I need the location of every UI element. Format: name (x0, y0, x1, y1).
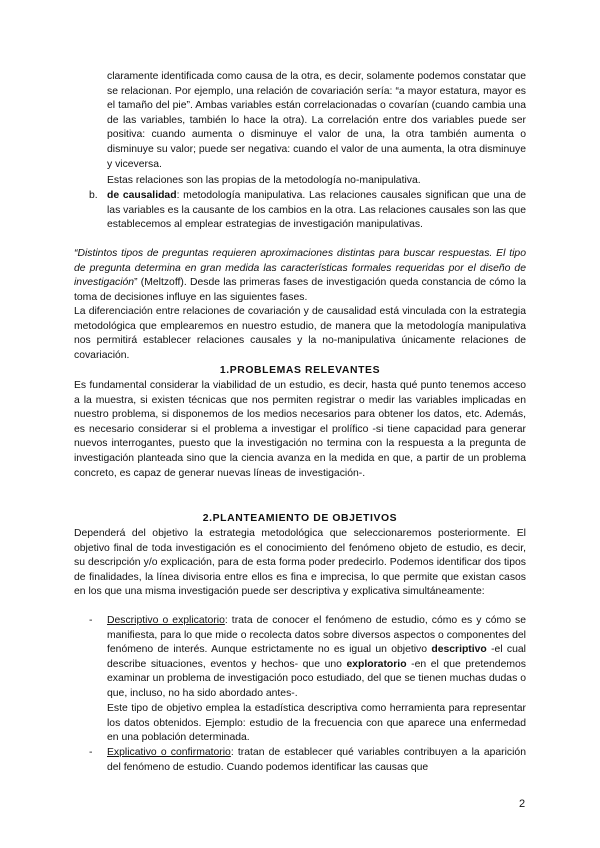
quote-italic: “Distintos tipos de preguntas requieren aproximaciones distintas para buscar respuestas. El tipo de pregunta determina en gran medida las características formales requeridas por el diseño de investigación (74, 248, 526, 289)
paragraph-diferenciacion: La diferenciación entre relaciones de covariación y de causalidad está vinculada con la estrategia metodológica que emplearemos en nuestro estudio, de manera que la metodología manipulativa nos permitirá establecer relaciones causales y la no-manipulativa únicamente relaciones de covariación. (74, 306, 526, 361)
heading-planteamiento-objetivos: 2.PLANTEAMIENTO DE OBJETIVOS (202, 513, 398, 524)
term-descriptivo: descriptivo (431, 644, 487, 656)
paragraph-problemas: Es fundamental considerar la viabilidad de un estudio, es decir, hasta qué punto tenemos acceso a la muestra, si existen técnicas que nos permiten registrar o medir las variables implicadas en nuestro problema, si disponemos de los medios necesarios para obtener los datos, etc. Además, es necesario considerar si el problema a investigar el prolífico -si tiene capacidad para generar nuevos interrogantes, puesto que la investigación no termina con la respuesta a la pregunta de investigación planteada sino que la ciencia avanza en la medida en que, a partir de un problema concreto, es capaz de generar nuevas líneas de investigación-. (74, 380, 526, 479)
paragraph-no-manipulativa: Estas relaciones son las propias de la metodología no-manipulativa. (107, 175, 421, 186)
list-marker-descriptivo: - (89, 615, 93, 626)
quote-rest: ” (Meltzoff). Desde las primeras fases de investigación queda constancia de cómo la toma de decisiones influye en las siguientes fases. (74, 277, 526, 303)
explicativo-text: : tratan de establecer qué variables contribuyen a la aparición del fenómeno de estudio. Cuando podemos identificar las causas que (107, 747, 526, 773)
paragraph-objetivos: Dependerá del objetivo la estrategia metodológica que seleccionaremos posteriormente. El objetivo final de toda investigación es el conocimiento del fenómeno objeto de estudio, es decir, su descripción y/o explicación, para de esta forma poder predecirlo. Podemos identificar dos tipos de finalidades, la línea divisoria entre ellos es fina e imprecisa, lo que permite que existan casos en los que una misma investigación puede ser descriptiva y explicativa simultáneamente: (74, 528, 526, 598)
heading-problemas-relevantes: 1.PROBLEMAS RELEVANTES (219, 365, 381, 376)
list-marker-b: b. (89, 190, 98, 201)
paragraph-covariacion: claramente identificada como causa de la otra, es decir, solamente podemos constatar que se relacionan. Por ejemplo, una relación de covariación sería: “a mayor estatura, mayor es el tamaño del pie”. Ambas variables están correlacionadas o covarían (cuando cambia una de las variables, también lo hace la otra). La correlación entre dos variables puede ser positiva: cuando aumenta o disminuye el valor de una, la otra también aumenta o disminuye su valor; puede ser negativa: cuando el valor de una aumenta, la otra disminuye y viceversa. (107, 71, 526, 170)
paragraph-quote (74, 247, 526, 305)
list-item-descriptivo (107, 614, 526, 702)
descriptivo-text-3: -en el que pretendemos examinar un problema de investigación poco estudiado, del que se tienen muchas dudas o que, incluso, no ha sido abordado antes-. (107, 658, 526, 699)
list-item-explicativo (107, 746, 526, 775)
causalidad-text: : metodología manipulativa. Las relaciones causales significan que una de las variables es la causante de los cambios en la otra. Las relaciones causales son las que establecemos al emplear estrategias de investigación manipulativas. (107, 190, 526, 231)
paragraph-estadistica: Este tipo de objetivo emplea la estadística descriptiva como herramienta para representar los datos obtenidos. Ejemplo: estudio de la frecuencia con que aparece una enfermedad en una población determinada. (107, 703, 526, 744)
term-exploratorio: exploratorio (346, 658, 407, 670)
descriptivo-text-2: -el cual describe situaciones, eventos y hechos- que uno (107, 644, 526, 670)
descriptivo-text-1: : trata de conocer el fenómeno de estudio, cómo es y cómo se manifiesta, para lo que mide o recolecta datos sobre diversos aspectos o componentes del fenómeno de interés. Aunque estrictamente no es igual un objetivo (107, 615, 527, 656)
label-explicativo: Explicativo o confirmatorio (107, 747, 231, 758)
label-descriptivo: Descriptivo o explicatorio (107, 615, 225, 626)
list-marker-explicativo: - (89, 747, 93, 758)
page-number: 2 (519, 798, 526, 810)
list-item-causalidad (107, 189, 526, 233)
term-causalidad: de causalidad (107, 190, 177, 201)
